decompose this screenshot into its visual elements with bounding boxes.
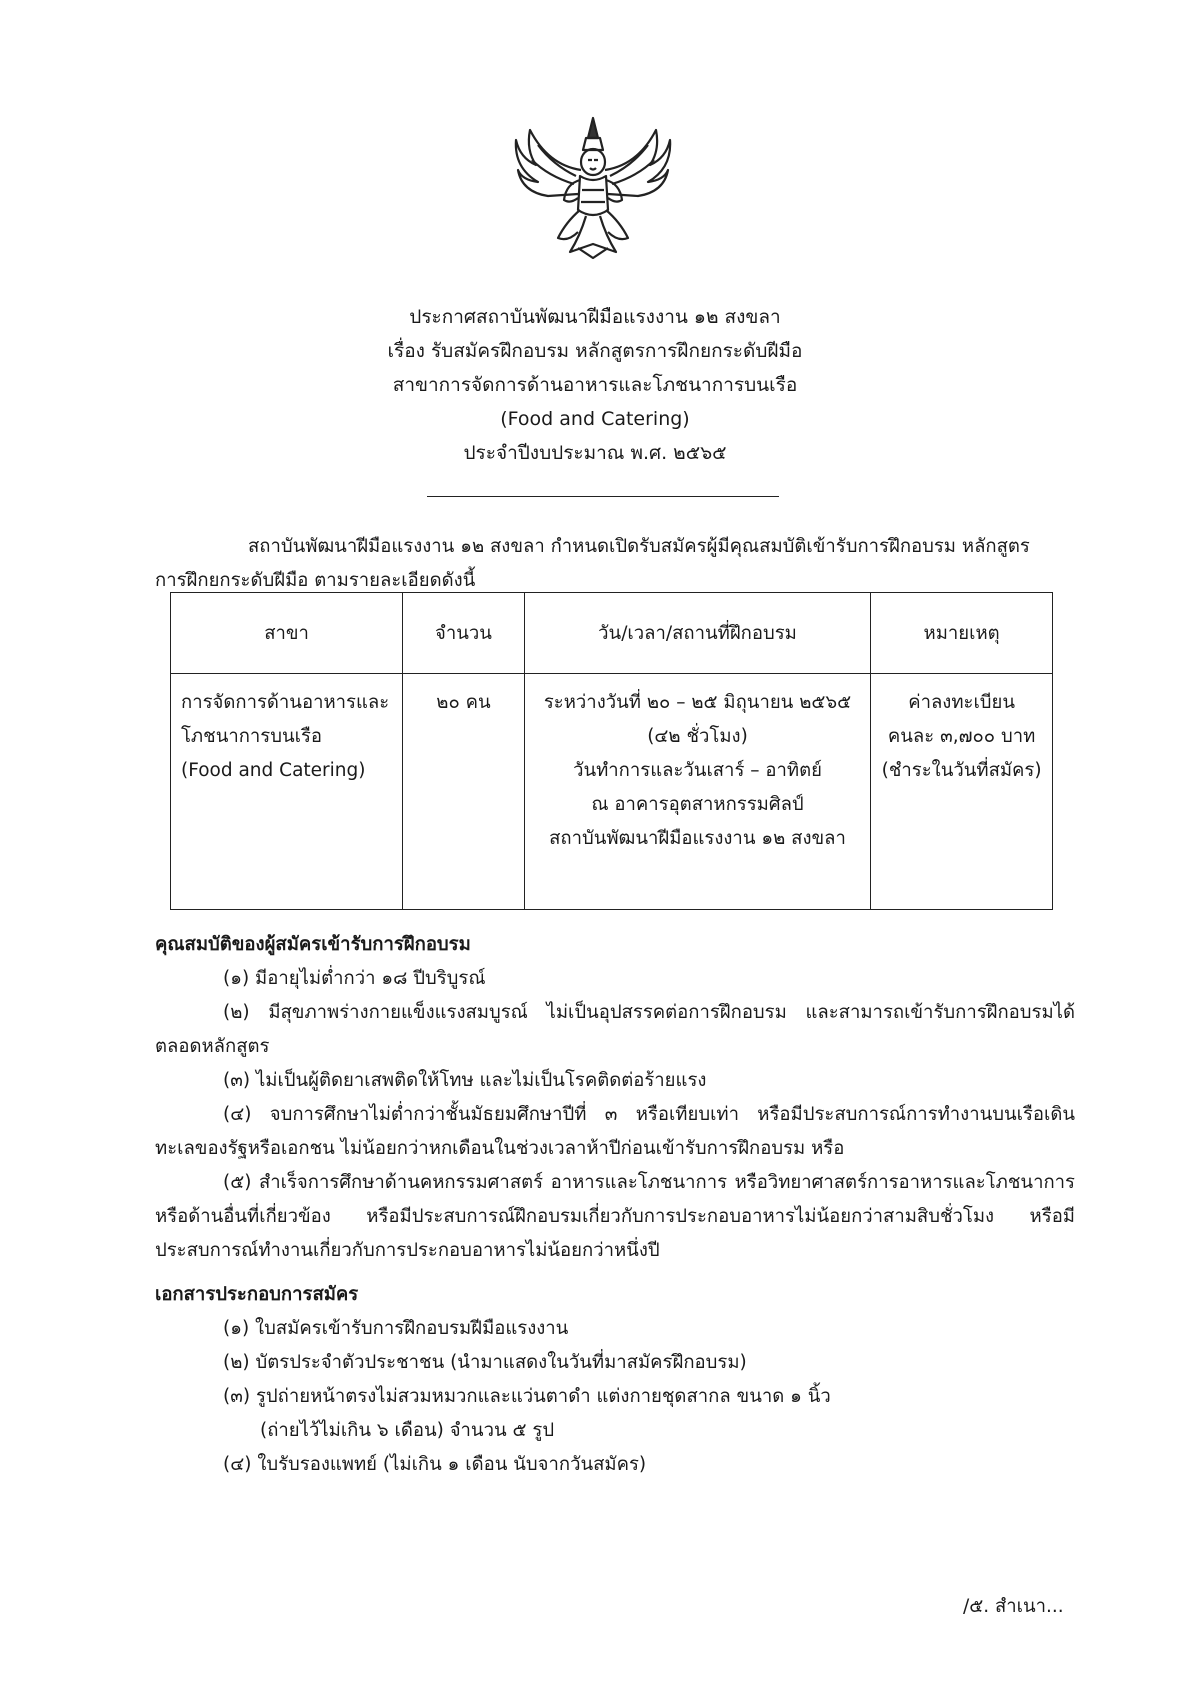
branch-line: โภชนาการบนเรือ	[181, 726, 323, 747]
qualification-item-continued: ทะเลของรัฐหรือเอกชน ไม่น้อยกว่าหกเดือนในช่วงเวลาห้าปีก่อนเข้ารับการฝึกอบรม หรือ	[155, 1138, 845, 1159]
qualification-item: (๒) มีสุขภาพร่างกายแข็งแรงสมบูรณ์ ไม่เป็นอุปสรรคต่อการฝึกอบรม และสามารถเข้ารับการฝึกอบรมได้	[223, 1002, 1075, 1023]
documents-title: เอกสารประกอบการสมัคร	[155, 1284, 359, 1305]
count-cell: ๒๐ คน	[403, 674, 525, 910]
qualification-item: (๑) มีอายุไม่ต่ำกว่า ๑๘ ปีบริบูรณ์	[223, 968, 486, 989]
header-line-3: สาขาการจัดการด้านอาหารและโภชนาการบนเรือ	[392, 374, 798, 396]
header-line-1: ประกาศสถาบันพัฒนาฝีมือแรงงาน ๑๒ สงขลา	[409, 306, 781, 328]
garuda-emblem-icon	[508, 110, 678, 260]
qualifications-title: คุณสมบัติของผู้สมัครเข้ารับการฝึกอบรม	[155, 934, 471, 955]
schedule-line: วันทำการและวันเสาร์ – อาทิตย์	[573, 760, 822, 781]
header-divider	[427, 496, 779, 497]
branch-cell	[171, 674, 403, 910]
table-header-row	[171, 593, 1053, 674]
branch-line: การจัดการด้านอาหารและ	[181, 692, 390, 713]
documents-section	[155, 1278, 1075, 1482]
column-header-remark: หมายเหตุ	[871, 593, 1053, 674]
course-table	[170, 592, 1053, 910]
qualification-item: (๕) สำเร็จการศึกษาด้านคหกรรมศาสตร์ อาหารและโภชนาการ หรือวิทยาศาสตร์การอาหารและโภชนาการ	[223, 1172, 1075, 1193]
header-line-4: (Food and Catering)	[500, 408, 690, 430]
announcement-header	[300, 300, 890, 470]
qualification-item: (๔) จบการศึกษาไม่ต่ำกว่าชั้นมัธยมศึกษาปีที่ ๓ หรือเทียบเท่า หรือมีประสบการณ์การทำงานบนเรือเดิน	[223, 1104, 1075, 1125]
qualification-item-continued: หรือด้านอื่นที่เกี่ยวข้อง หรือมีประสบการณ์ฝึกอบรมเกี่ยวกับการประกอบอาหารไม่น้อยกว่าสามสิบชั่วโมง หรือมี	[155, 1206, 1075, 1227]
next-page-marker: /๕. สำเนา...	[963, 1596, 1064, 1617]
schedule-line: (๔๒ ชั่วโมง)	[647, 726, 748, 747]
schedule-line: ณ อาคารอุตสาหกรรมศิลป์	[591, 794, 804, 815]
document-item: (๒) บัตรประจำตัวประชาชน (นำมาแสดงในวันที่มาสมัครฝึกอบรม)	[223, 1352, 747, 1373]
header-line-5: ประจำปีงบประมาณ พ.ศ. ๒๕๖๕	[463, 442, 727, 464]
remark-line: (ชำระในวันที่สมัคร)	[881, 760, 1042, 781]
intro-line-2: การฝึกยกระดับฝีมือ ตามรายละเอียดดังนี้	[155, 570, 476, 591]
schedule-line: สถาบันพัฒนาฝีมือแรงงาน ๑๒ สงขลา	[549, 828, 846, 849]
intro-paragraph	[155, 530, 1060, 598]
table-row	[171, 674, 1053, 910]
column-header-branch: สาขา	[171, 593, 403, 674]
qualification-item: (๓) ไม่เป็นผู้ติดยาเสพติดให้โทษ และไม่เป็นโรคติดต่อร้ายแรง	[223, 1070, 707, 1091]
schedule-cell	[524, 674, 870, 910]
qualification-item-continued: ตลอดหลักสูตร	[155, 1036, 270, 1057]
document-item: (๔) ใบรับรองแพทย์ (ไม่เกิน ๑ เดือน นับจากวันสมัคร)	[223, 1454, 647, 1475]
qualification-item-continued: ประสบการณ์ทำงานเกี่ยวกับการประกอบอาหารไม่น้อยกว่าหนึ่งปี	[155, 1240, 660, 1261]
branch-line: (Food and Catering)	[181, 760, 366, 781]
remark-line: ค่าลงทะเบียน	[908, 692, 1016, 713]
column-header-count: จำนวน	[403, 593, 525, 674]
document-item: (๑) ใบสมัครเข้ารับการฝึกอบรมฝีมือแรงงาน	[223, 1318, 569, 1339]
document-item-continued: (ถ่ายไว้ไม่เกิน ๖ เดือน) จำนวน ๕ รูป	[260, 1420, 555, 1441]
remark-cell	[871, 674, 1053, 910]
schedule-line: ระหว่างวันที่ ๒๐ – ๒๕ มิถุนายน ๒๕๖๕	[543, 692, 852, 713]
remark-line: คนละ ๓,๗๐๐ บาท	[887, 726, 1036, 747]
header-line-2: เรื่อง รับสมัครฝึกอบรม หลักสูตรการฝึกยกระดับฝีมือ	[387, 340, 803, 362]
qualifications-section	[155, 928, 1075, 1268]
document-item: (๓) รูปถ่ายหน้าตรงไม่สวมหมวกและแว่นตาดำ แต่งกายชุดสากล ขนาด ๑ นิ้ว	[223, 1386, 831, 1407]
intro-line-1: สถาบันพัฒนาฝีมือแรงงาน ๑๒ สงขลา กำหนดเปิดรับสมัครผู้มีคุณสมบัติเข้ารับการฝึกอบรม หลักสูตร	[248, 536, 1030, 557]
column-header-schedule: วัน/เวลา/สถานที่ฝึกอบรม	[524, 593, 870, 674]
